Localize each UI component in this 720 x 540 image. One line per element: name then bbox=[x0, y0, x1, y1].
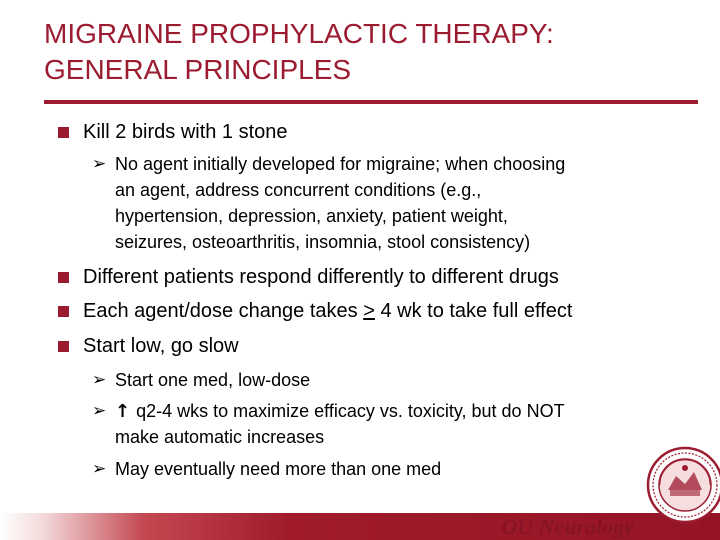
greater-equal-symbol: > bbox=[363, 300, 375, 322]
arrow-bullet-icon: ➢ bbox=[92, 370, 107, 390]
bullet-square-icon bbox=[58, 127, 69, 138]
sub-bullet-line: May eventually need more than one med bbox=[115, 459, 442, 479]
bullet-item: Different patients respond differently to different drugs bbox=[83, 266, 559, 288]
arrow-bullet-icon: ➢ bbox=[92, 459, 107, 479]
title-line-2: GENERAL PRINCIPLES bbox=[44, 54, 352, 85]
sub-bullet-line bbox=[115, 398, 565, 425]
bullet-text-part: 4 wk to take full effect bbox=[374, 300, 573, 322]
up-arrow-icon: ↑ bbox=[115, 401, 131, 422]
sub-bullet-line: No agent initially developed for migraine; when choosing bbox=[115, 154, 566, 174]
bullet-square-icon bbox=[58, 272, 69, 283]
sub-bullet-line: make automatic increases bbox=[115, 427, 325, 447]
bullet-item: Kill 2 birds with 1 stone bbox=[83, 121, 288, 143]
bullet-item: Start low, go slow bbox=[83, 335, 239, 357]
footer-label: OU Neurology bbox=[501, 514, 634, 539]
sub-bullet-text: q2-4 wks to maximize efficacy vs. toxicity, but do NOT bbox=[136, 401, 565, 421]
sub-bullet-line: hypertension, depression, anxiety, patient weight, bbox=[115, 206, 508, 226]
bullet-item bbox=[83, 299, 572, 323]
sub-bullet-line: seizures, osteoarthritis, insomnia, stool consistency) bbox=[115, 232, 531, 252]
sub-bullet-line: Start one med, low-dose bbox=[115, 370, 311, 390]
arrow-bullet-icon: ➢ bbox=[92, 401, 107, 421]
bullet-square-icon bbox=[58, 341, 69, 352]
bullet-text-part: Each agent/dose change takes bbox=[83, 300, 364, 322]
arrow-bullet-icon: ➢ bbox=[92, 154, 107, 174]
bullet-square-icon bbox=[58, 306, 69, 317]
title-line-1: MIGRAINE PROPHYLACTIC THERAPY: bbox=[44, 18, 554, 49]
university-seal-icon bbox=[646, 446, 720, 524]
sub-bullet-line: an agent, address concurrent conditions (e.g., bbox=[115, 180, 482, 200]
